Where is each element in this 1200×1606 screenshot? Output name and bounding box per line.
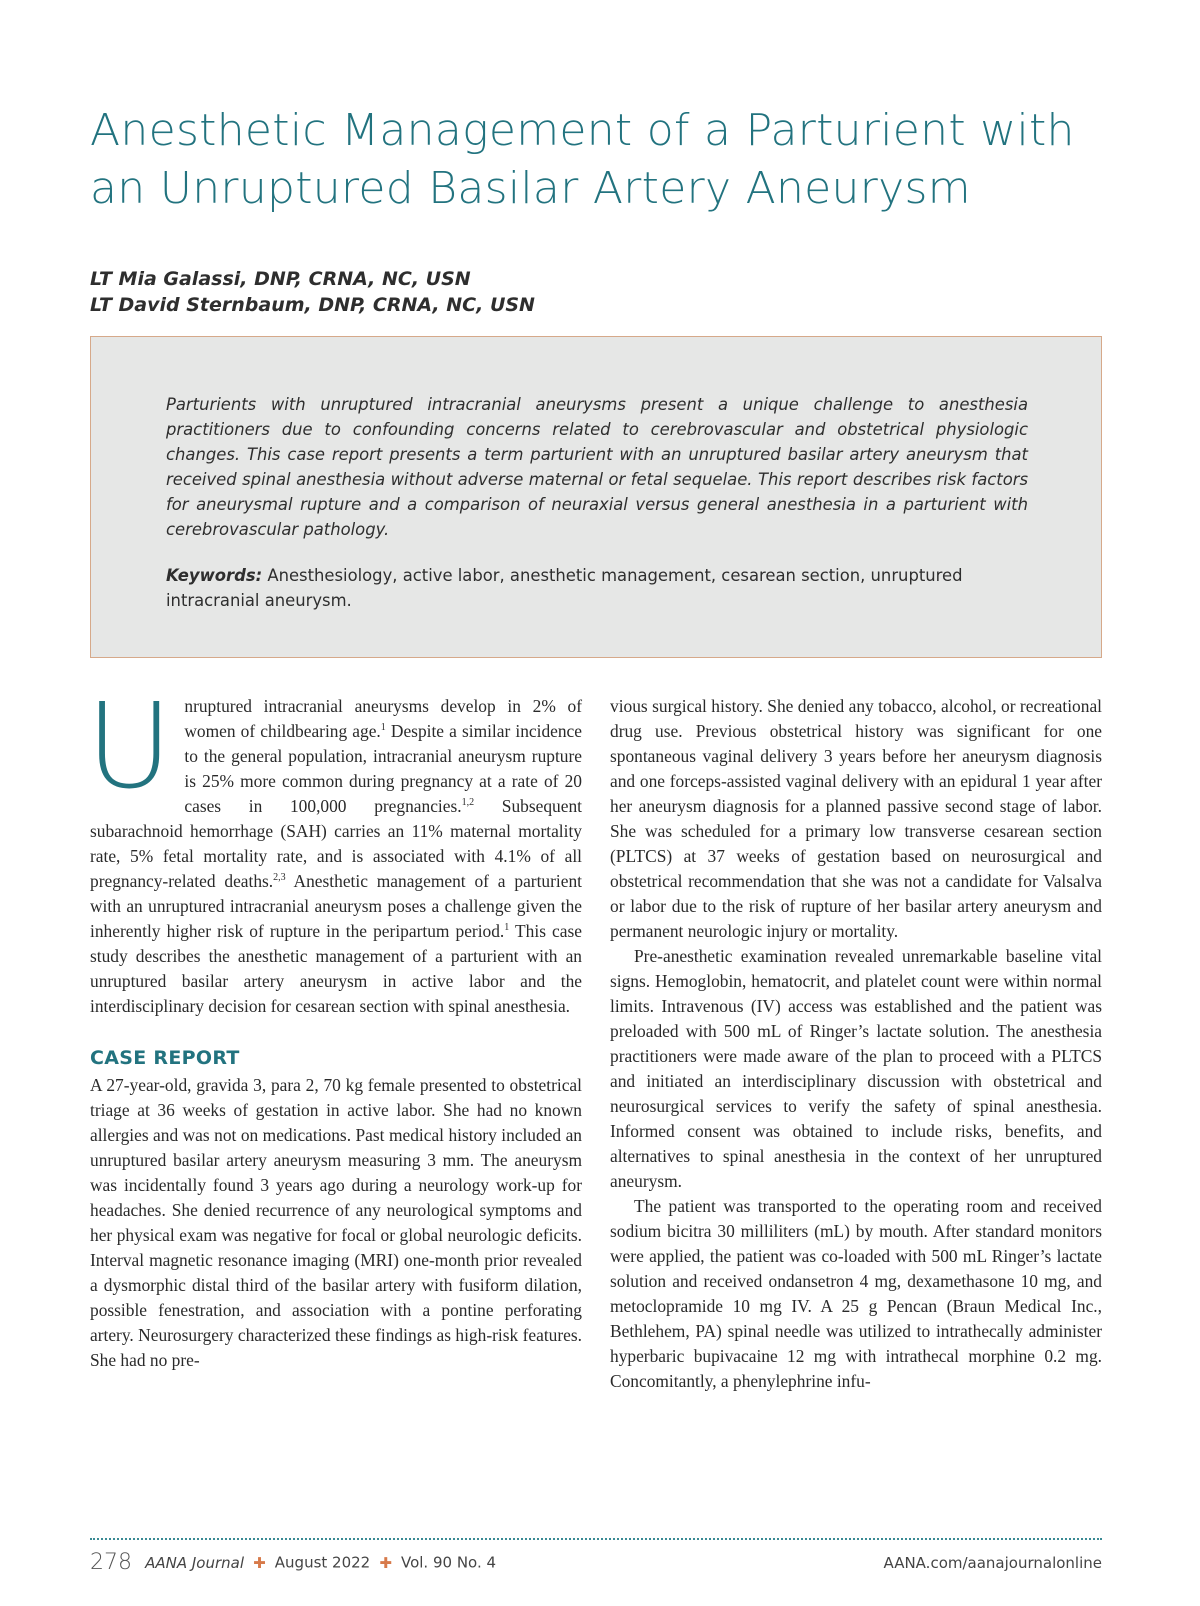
section-heading-case-report: CASE REPORT	[90, 1047, 240, 1069]
footer-divider	[90, 1538, 1102, 1540]
page-number: 278	[90, 1550, 132, 1575]
journal-url: AANA.com/aanajournalonline	[883, 1554, 1102, 1572]
case-paragraph-1-continued: vious surgical history. She denied any tobacco, alcohol, or recreational drug use. Previous obstetrical history was significant for one spontaneous vaginal delivery 3 years before her aneurysm diagnosis and one forceps-assisted vaginal delivery with an epidural 1 year after her aneurysm diagnosis for a planned passive second stage of labor. She was scheduled for a primary low transverse cesarean section (PLTCS) at 37 weeks of gestation based on neurosurgical and obstetrical recommendation that she was not a candidate for Valsalva or labor due to the risk of rupture of her basilar artery aneurysm and permanent neurologic injury or mortality.	[610, 696, 1102, 941]
intro-sentence: Despite a similar incidence to the general population, intracranial aneurysm rupture is 25% more common during pregnancy at a rate of 20 cases in 100,000 pregnancies.	[184, 721, 582, 816]
intro-sentence: Subsequent subarachnoid hemorrhage (SAH) carries an 11% maternal mortality rate, 5% fetal mortality rate, and is associated with 4.1% of all pregnancy-related deaths.	[90, 796, 582, 891]
case-paragraph-1: A 27-year-old, gravida 3, para 2, 70 kg female presented to obstetrical triage at 36 weeks of gestation in active labor. She had no known allergies and was not on medications. Past medical history included an unruptured basilar artery aneurysm measuring 3 mm. The aneurysm was incidentally found 3 years ago during a neurology work-up for headaches. She denied recurrence of any neurological symptoms and her physical exam was negative for focal or global neurologic deficits. Interval magnetic resonance imaging (MRI) one-month prior revealed a dysmorphic distal third of the basilar artery with fusiform dilation, possible fenestration, and association with a pontine perforating artery. Neurosurgery characterized these findings as high-risk features. She had no pre-	[90, 1075, 582, 1370]
journal-name: AANA Journal	[145, 1553, 245, 1572]
keywords	[166, 563, 1028, 613]
case-paragraph-3: The patient was transported to the operating room and received sodium bicitra 30 milliliters (mL) by mouth. After standard monitors were applied, the patient was co-loaded with 500 mL Ringer’s lactate solution and received ondansetron 4 mg, dexamethasone 10 mg, and metoclopramide 10 mg IV. A 25 g Pencan (Braun Medical Inc., Bethlehem, PA) spinal needle was utilized to intrathecally administer hyperbaric bupivacaine 12 mg with intrathecal morphine 0.2 mg. Concomitantly, a phenylephrine infu-	[610, 1196, 1102, 1391]
abstract-box	[90, 336, 1102, 658]
intro-sentence: Anesthetic management of a parturient with an unruptured intracranial aneurysm poses a challenge given the inherently higher risk of rupture in the peripartum period.	[90, 871, 582, 941]
citation: 1,2	[461, 797, 475, 809]
intro-paragraph	[86, 677, 582, 1019]
title-line-1: Anesthetic Management of a Parturient with	[90, 105, 1075, 156]
title-line-2: an Unruptured Basilar Artery Aneurysm	[90, 163, 971, 214]
drop-cap: U	[86, 677, 173, 815]
page-footer	[90, 1550, 1102, 1580]
body-column-left	[86, 677, 582, 1373]
plus-icon: ✚	[253, 1553, 266, 1572]
issue-date: August 2022	[274, 1553, 371, 1572]
author-1: LT Mia Galassi, DNP, CRNA, NC, USN	[90, 268, 471, 290]
body-column-right	[610, 694, 1102, 1394]
keywords-label: Keywords:	[166, 566, 263, 585]
keywords-list: Anesthesiology, active labor, anesthetic management, cesarean section, unruptured intracranial aneurysm.	[166, 566, 963, 610]
plus-icon: ✚	[379, 1553, 392, 1572]
article-title	[90, 102, 1130, 218]
volume-issue: Vol. 90 No. 4	[400, 1553, 497, 1572]
author-2: LT David Sternbaum, DNP, CRNA, NC, USN	[90, 294, 535, 316]
author-list	[90, 266, 535, 318]
intro-sentence: nruptured intracranial aneurysms develop in 2% of women of childbearing age.	[184, 696, 582, 741]
abstract-text: Parturients with unruptured intracranial aneurysms present a unique challenge to anesthesia practitioners due to confounding concerns related to cerebrovascular and obstetrical physiologic changes. This case report presents a term parturient with an unruptured basilar artery aneurysm that received spinal anesthesia without adverse maternal or fetal sequelae. This report describes risk factors for aneurysmal rupture and a comparison of neuraxial versus general anesthesia in a parturient with cerebrovascular pathology.	[166, 395, 1028, 539]
case-paragraph-2: Pre-anesthetic examination revealed unremarkable baseline vital signs. Hemoglobin, hematocrit, and platelet count were within normal limits. Intravenous (IV) access was established and the patient was preloaded with 500 mL of Ringer’s lactate solution. The anesthesia practitioners were made aware of the plan to proceed with a PLTCS and initiated an interdisciplinary discussion with obstetrical and neurosurgical services to verify the safety of spinal anesthesia. Informed consent was obtained to include risks, benefits, and alternatives to spinal anesthesia in the context of her unruptured aneurysm.	[610, 946, 1102, 1191]
citation: 1	[380, 722, 386, 734]
citation: 2,3	[273, 872, 286, 884]
citation: 1	[504, 922, 510, 934]
intro-sentence: This case study describes the anesthetic management of a parturient with an unruptured basilar artery aneurysm in active labor and the interdisciplinary decision for cesarean section with spinal anesthesia.	[90, 921, 582, 1016]
